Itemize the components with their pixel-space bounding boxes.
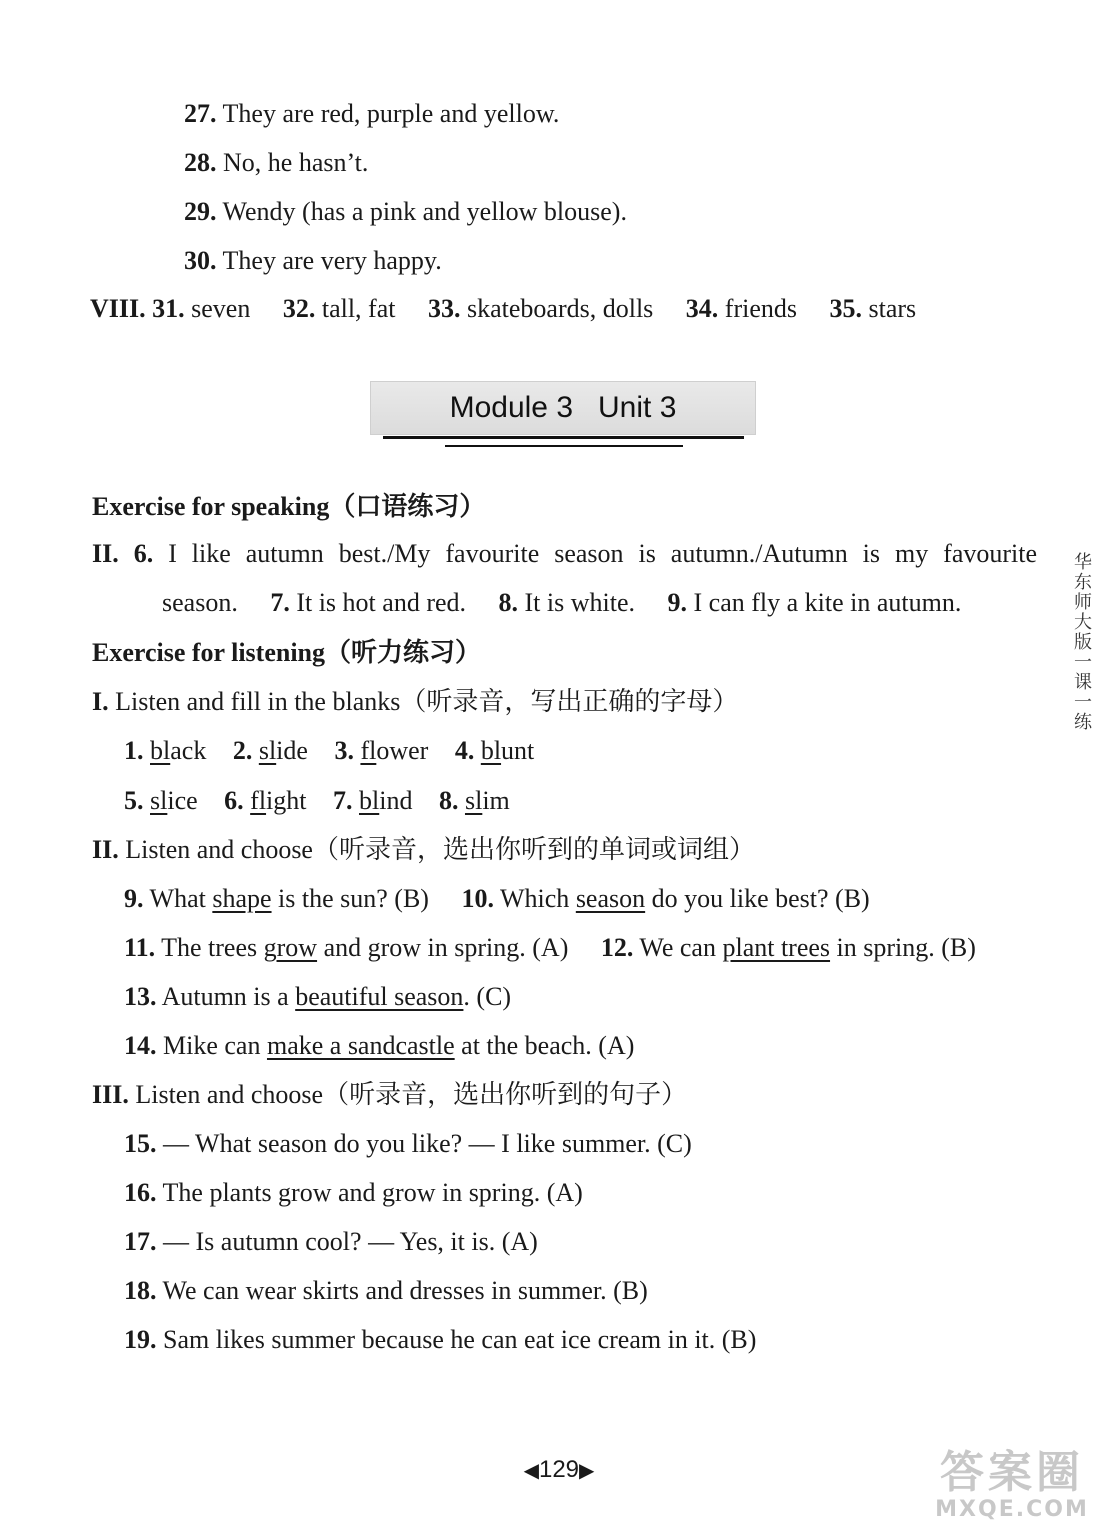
listening-q13: 13. Autumn is a beautiful season. (C)	[124, 982, 512, 1011]
answer-28: 28. No, he hasn’t.	[184, 148, 369, 177]
listening-heading: Exercise for listening（听力练习）	[92, 638, 482, 667]
left-triangle-icon: ◀	[523, 1460, 539, 1482]
listening-q14: 14. Mike can make a sandcastle at the beach. (A)	[124, 1031, 635, 1060]
side-book-title: 华东师大版一课一练	[1071, 552, 1092, 732]
listening-q11-q12: 11. The trees grow and grow in spring. (A) 12. We can plant trees in spring. (B)	[124, 933, 976, 962]
answer-27: 27. They are red, purple and yellow.	[184, 99, 560, 128]
answer-30: 30. They are very happy.	[184, 246, 442, 275]
right-triangle-icon: ▶	[579, 1460, 595, 1482]
listening-q18: 18. We can wear skirts and dresses in summer. (B)	[124, 1276, 648, 1305]
listening-q17: 17. — Is autumn cool? — Yes, it is. (A)	[124, 1227, 538, 1256]
listening-q16: 16. The plants grow and grow in spring. (A)	[124, 1178, 583, 1207]
listening-part1-row2: 5. slice 6. flight 7. blind 8. slim	[124, 786, 510, 815]
listening-q19: 19. Sam likes summer because he can eat ice cream in it. (B)	[124, 1325, 757, 1354]
section-label: VIII.	[90, 294, 146, 323]
watermark-logo: 答案圈 MXQE.COM	[935, 1447, 1089, 1522]
section-viii: VIII. 31. seven 32. tall, fat 33. skateboards, dolls 34. friends 35. stars	[90, 294, 917, 323]
speaking-q6-line2: season. 7. It is hot and red. 8. It is white. 9. I can fly a kite in autumn.	[162, 588, 962, 617]
page-number: ◀129▶	[523, 1456, 595, 1483]
listening-part1-title: I. Listen and fill in the blanks（听录音，写出正确的字母）	[92, 687, 739, 716]
module-title: Module 3 Unit 3	[449, 391, 677, 424]
listening-part2-title: II. Listen and choose（听录音，选出你听到的单词或词组）	[92, 835, 755, 864]
banner-rule-thick	[383, 436, 744, 439]
listening-q9-q10: 9. What shape is the sun? (B) 10. Which season do you like best? (B)	[124, 884, 870, 913]
answer-29: 29. Wendy (has a pink and yellow blouse).	[184, 197, 627, 226]
banner-rule-thin	[445, 445, 683, 447]
speaking-heading: Exercise for speaking（口语练习）	[92, 492, 486, 521]
listening-q15: 15. — What season do you like? — I like summer. (C)	[124, 1129, 692, 1158]
speaking-q6-line1: II. 6. I like autumn best./My favourite season is autumn./Autumn is my favourite	[92, 539, 1038, 568]
listening-part3-title: III. Listen and choose（听录音，选出你听到的句子）	[92, 1080, 688, 1109]
listening-part1-row1: 1. black 2. slide 3. flower 4. blunt	[124, 736, 535, 765]
module-banner	[370, 381, 756, 435]
